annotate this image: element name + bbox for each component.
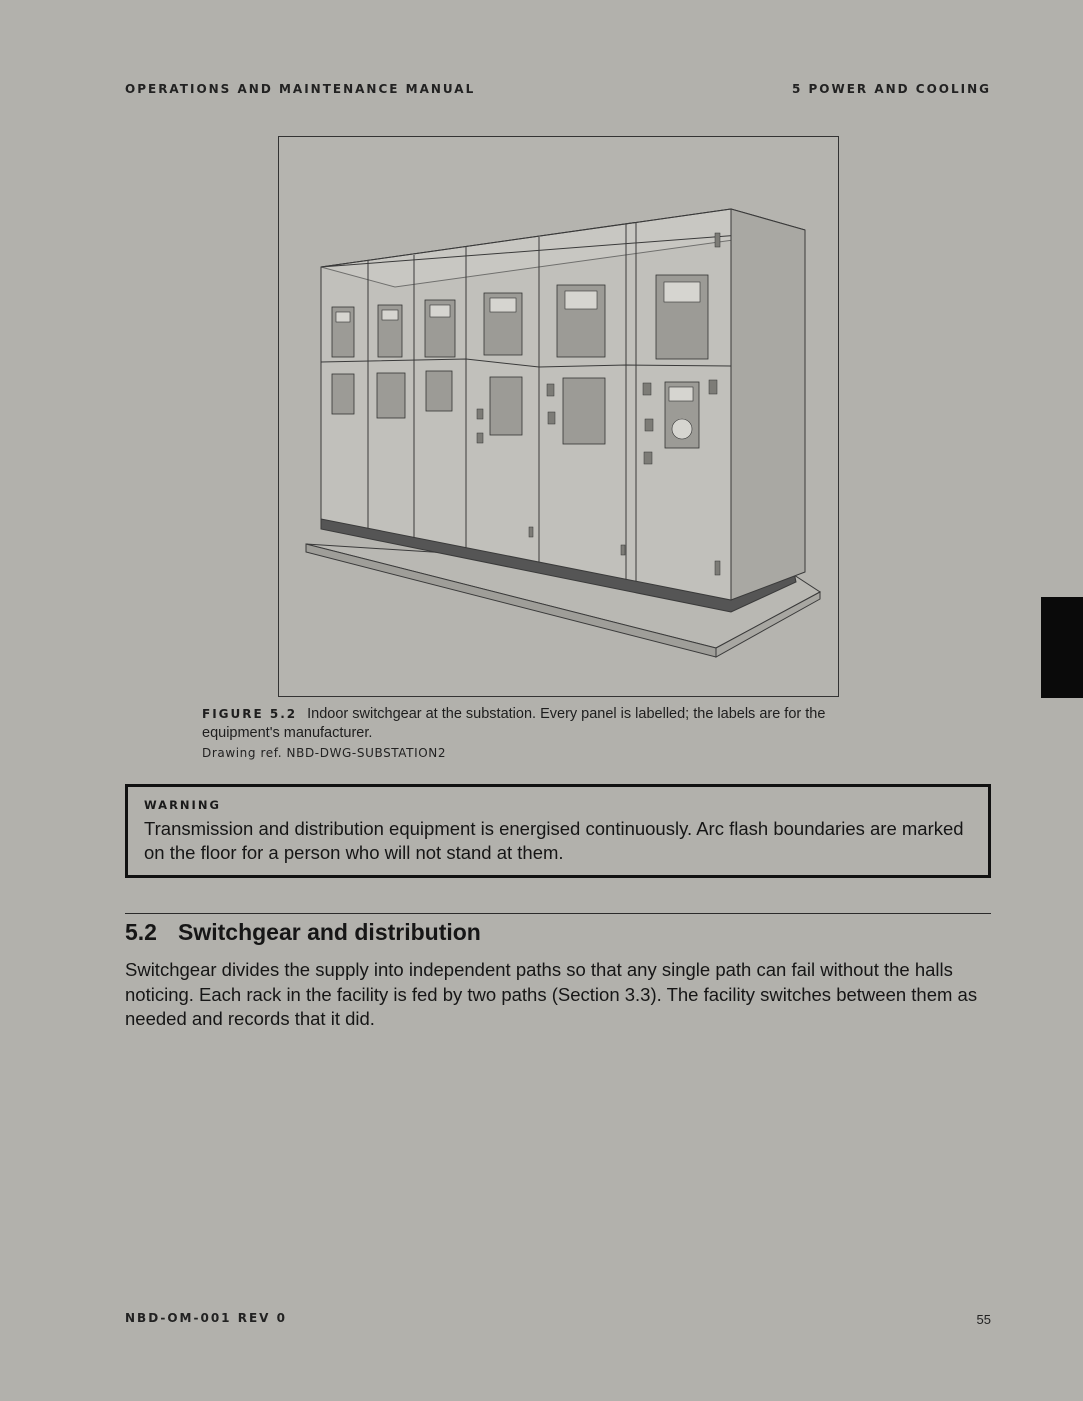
section-number: 5.2 [125, 919, 157, 945]
warning-label: WARNING [144, 798, 221, 812]
running-header [125, 82, 991, 96]
warning-callout [125, 784, 991, 878]
warning-text: Transmission and distribution equipment is energised continuously. Arc flash boundaries are marked on the floor for a person who will not stand at them. [144, 818, 964, 863]
section-body: Switchgear divides the supply into independent paths so that any single path can fail without the halls noticing. Each rack in the facility is fed by two paths (Section 3.3). The facility switches between them as needed and records that it did. [125, 959, 978, 1030]
section-title: Switchgear and distribution [178, 919, 481, 945]
chapter-thumb-tab [1041, 597, 1083, 698]
section-heading [125, 919, 481, 946]
header-chapter-title: 5 POWER AND COOLING [791, 82, 991, 96]
drawing-reference: Drawing ref. NBD-DWG-SUBSTATION2 [202, 746, 447, 760]
header-manual-title: OPERATIONS AND MAINTENANCE MANUAL [125, 82, 476, 96]
switchgear-illustration [279, 137, 838, 696]
figure-caption [202, 705, 852, 743]
footer-page-number: 55 [976, 1312, 991, 1327]
footer-document-id: NBD-OM-001 REV 0 [125, 1311, 287, 1325]
figure-caption-text: Indoor switchgear at the substation. Every panel is labelled; the labels are for the equipment's manufacturer. [202, 706, 826, 741]
figure-label: FIGURE 5.2 [202, 707, 298, 721]
figure-frame [278, 136, 839, 697]
section-divider [125, 913, 991, 914]
